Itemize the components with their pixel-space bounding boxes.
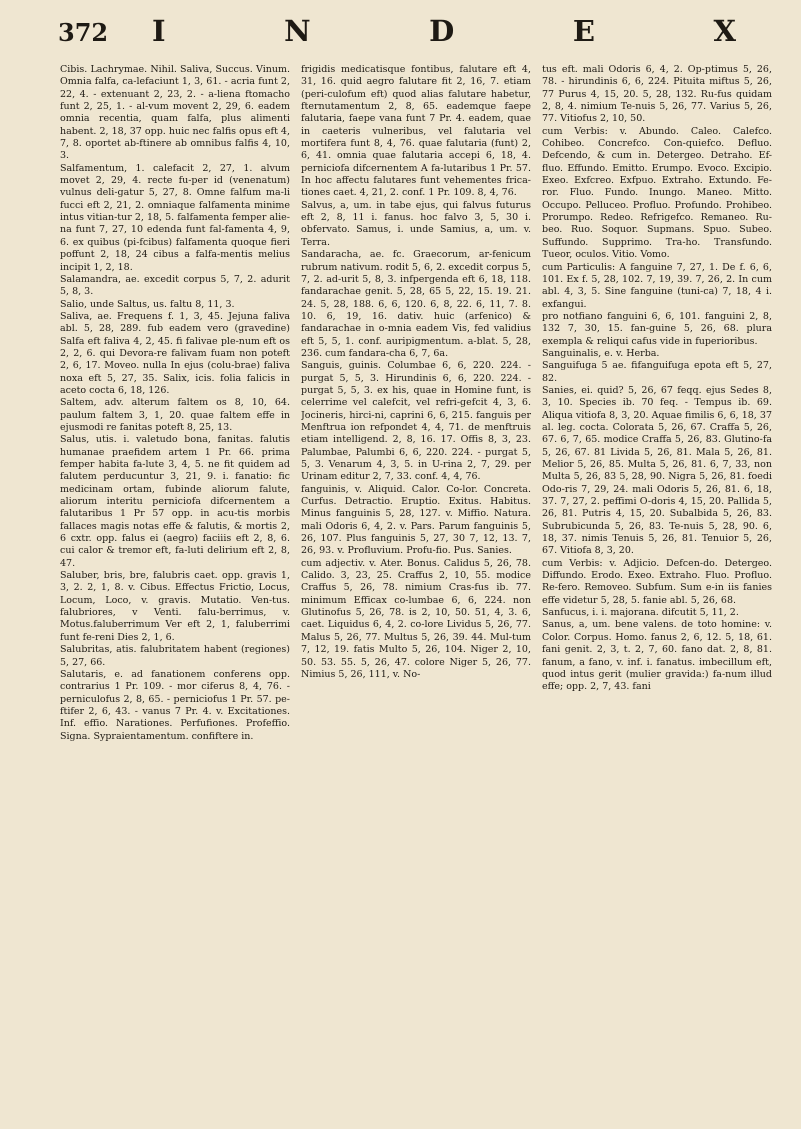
index-entry: Sanguis, guinis. Columbae 6, 6, 220. 224. - purgat 5, 5, 3. Hirundinis 6, 6, 220. 224. - purgat 5, 5, 3. ex his, quae in Homine funt, is celerrime vel calefcit, vel refri-gefcit 4, 3, 6. Jocineris, hirci-ni, caprini 6, 6, 215. fanguis per Menftrua ion refpondet 4, 4, 71. de menftruis etiam intelligend. 2, 8, 16. 17. Offis 8, 3, 23. Palumbae, Palumbi 6, 6, 220. 224. - purgat 5, 5, 3. Venarum 4, 3, 5. in U-rina 2, 7, 29. per Urinam editur 2, 7, 33. conf. 4, 4, 76. — [301, 360, 531, 483]
title-letter: X — [713, 14, 738, 48]
title-letter: N — [284, 14, 313, 48]
title-letter: D — [429, 14, 457, 48]
index-entry: Saliva, ae. Frequens f. 1, 3, 45. Jejuna faliva abl. 5, 28, 289. fub eadem vero (gravedine) Salfa eft faliva 4, 2, 45. fi falivae ple-num eft os 2, 2, 6. qui Devora-re falivam fuam non poteft 2, 6, 17. Moveo. nulla In ejus (colu-brae) faliva noxa eft 5, 27, 35. Salix, icis. folia falicis in aceto cocta 6, 18, 126. — [60, 310, 290, 396]
index-entry: cum Particulis: A fanguine 7, 27, 1. De f. 6, 6, 101. Ex f. 5, 28, 102. 7, 19, 39. 7, 26, 2. In cum abl. 4, 3, 5. Sine fanguine (tuni-ca) 7, 18, 4 i. exfangui. — [542, 261, 772, 310]
index-column-middle — [301, 64, 531, 1122]
index-entry: Sanies, ei. quid? 5, 26, 67 feqq. ejus Sedes 8, 3, 10. Species ib. 70 feq. - Tempus ib. 69. Aliqua vitiofa 8, 3, 20. Aquae fimilis 6, 6, 18, 37 al. leg. cocta. Colorata 5, 26, 67. Craffa 5, 26, 67. 6, 7, 65. modice Craffa 5, 26, 83. Glutino-fa 5, 26, 67. 81 Livida 5, 26, 81. Mala 5, 26, 81. Melior 5, 26, 85. Multa 5, 26, 81. 6, 7, 33, non Multa 5, 26, 83 5, 28, 90. Nigra 5, 26, 81. foedi Odo-ris 7, 29, 24. mali Odoris 5, 26, 81. 6, 18, 37. 7, 27, 2. peffimi O-doris 4, 15, 20. Pallida 5, 26, 81. Putris 4, 15, 20. Subalbida 5, 26, 83. Subrubicunda 5, 26, 83. Te-nuis 5, 28, 90. 6, 18, 37. nimis Tenuis 5, 26, 81. Tenuior 5, 26, 67. Vitiofa 8, 3, 20. — [542, 384, 772, 557]
index-entry: Salvus, a, um. in tabe ejus, qui falvus futurus eft 2, 8, 11 i. fanus. hoc falvo 3, 5, 30 i. obfervato. Samus, i. unde Samius, a, um. v. Terra. — [301, 199, 531, 248]
index-entry: pro notfiano fanguini 6, 6, 101. fanguini 2, 8, 132 7, 30, 15. fan-guine 5, 26, 68. plura exempla & reliqui cafus vide in fuperioribus. — [542, 310, 772, 347]
index-entry: tus eft. mali Odoris 6, 4, 2. Op-ptimus 5, 26, 78. - hirundinis 6, 6, 224. Pituita miftus 5, 26, 77 Purus 4, 15, 20. 5, 28, 132. Ru-fus quidam 2, 8, 4. nimium Te-nuis 5, 26, 77. Varius 5, 26, 77. Vitiofus 2, 10, 50. — [542, 64, 772, 125]
index-entry: frigidis medicatisque fontibus, falutare eft 4, 31, 16. quid aegro falutare fit 2, 16, 7. etiam (peri-culofum eft) quod alias falutare habetur, fternutamentum 2, 8, 65. eademque faepe falutaria, faepe vana funt 7 Pr. 4. eadem, quae in caeteris vulneribus, vel falutaria vel mortifera funt 8, 4, 76. quae falutaria (funt) 2, 6, 41. omnia quae falutaria accepi 6, 18, 4. perniciofa difcernentem A fa-lutaribus 1 Pr. 57. In hoc affectu falutares funt vehementes frica-tiones caet. 4, 21, 2. conf. 1 Pr. 109. 8, 4, 76. — [301, 64, 531, 199]
index-entry: Sanguifuga 5 ae. fifanguifuga epota eft 5, 27, 82. — [542, 360, 772, 384]
index-columns — [60, 64, 772, 1122]
index-title — [112, 14, 768, 48]
index-entry: Salfamentum, 1. calefacit 2, 27, 1. alvum movet 2, 29, 4. recte fu-per id (venenatum) vulnus deli-gatur 5, 27, 8. Omne falfum ma-li fucci eft 2, 21, 2. omniaque falfamenta minime intus vitian-tur 2, 18, 5. falfamenta femper alie-na funt 7, 27, 10 edenda funt fal-famenta 4, 9, 6. ex quibus (pi-fcibus) falfamenta quoque fieri poffunt 2, 18, 24 cibus a falfa-mentis melius incipit 1, 2, 18. — [60, 162, 290, 273]
index-column-left — [60, 64, 290, 1122]
index-entry: fanguinis, v. Aliquid. Calor. Co-lor. Concreta. Curfus. Detractio. Eruptio. Exitus. Habitus. Minus fanguinis 5, 28, 127. v. Miffio. Natura. mali Odoris 6, 4, 2. v. Pars. Parum fanguinis 5, 26, 107. Plus fanguinis 5, 27, 30 7, 12, 13. 7, 26, 93. v. Profluvium. Profu-fio. Pus. Sanies. — [301, 483, 531, 557]
index-entry: Sandaracha, ae. fc. Graecorum, ar-fenicum rubrum nativum. rodit 5, 6, 2. excedit corpus 5, 7, 2. ad-urit 5, 8, 3. infpergenda eft 6, 18, 118. fandarachae genit. 5, 28, 65 5, 22, 15. 19. 21. 24. 5, 28, 188. 6, 6, 120. 6, 8, 22. 6, 11, 7. 8. 10. 6, 19, 16. dativ. huic (arfenico) & fandarachae in o-mnia eadem Vis, fed validius eft 5, 5, 1. conf. auripigmentum. a-blat. 5, 28, 236. cum fandara-cha 6, 7, 6a. — [301, 249, 531, 359]
index-entry: cum adjectiv. v. Ater. Bonus. Calidus 5, 26, 78. Calido. 3, 23, 25. Craffus 2, 10, 55. modice Craffus 5, 26, 78. nimium Cras-fus ib. 77. minimum Efficax co-lumbae 6, 6, 224. non Glutinofus 5, 26, 78. is 2, 10, 50. 51, 4, 3. 6, caet. Liquidus 6, 4, 2. co-lore Lividus 5, 26, 77. Malus 5, 26, 77. Multus 5, 26, 39. 44. Mul-tum 7, 12, 19. fatis Multo 5, 26, 104. Niger 2, 10, 50. 53. 55. 5, 26, 47. colore Niger 5, 26, 77. Nimius 5, 26, 111, v. No- — [301, 557, 531, 680]
index-entry: Sanfucus, i. i. majorana. difcutit 5, 11, 2. — [542, 607, 739, 619]
index-column-right — [542, 64, 772, 1122]
index-entry: Salubritas, atis. falubritatem habent (regiones) 5, 27, 66. — [60, 644, 290, 668]
index-entry: Saltem, adv. alterum faltem os 8, 10, 64. paulum faltem 3, 1, 20. quae faltem effe in ejusmodi re fanitas poteft 8, 25, 13. — [60, 397, 290, 433]
index-entry: Cibis. Lachrymae. Nihil. Saliva, Succus. Vinum. Omnia falfa, ca-lefaciunt 1, 3, 61. - acria funt 2, 22, 4. - extenuant 2, 23, 2. - a-liena ftomacho funt 2, 25, 1. - al-vum movent 2, 29, 6. eadem omnia recentia, quam falfa, plus alimenti habent. 2, 18, 37 opp. huic nec falfis opus eft 4, 7, 8. oportet ab-ftinere ab omnibus falfis 4, 10, 3. — [60, 64, 290, 162]
page-number: 372 — [58, 18, 109, 47]
index-entry: cum Verbis: v. Abundo. Caleo. Calefco. Cohibeo. Concrefco. Con-quiefco. Defluo. Defcendo, & cum in. Detergeo. Detraho. Ef-fluo. Effundo. Emitto. Erumpo. Evoco. Excipio. Exeo. Exfcreo. Exfpuo. Extraho. Extundo. Fe-ror. Fluo. Fundo. Inungo. Maneo. Mitto. Occupo. Pelluceo. Profluo. Profundo. Prohibeo. Prorumpo. Redeo. Refrigefco. Remaneo. Ru-beo. Ruo. Soquor. Supmans. Spuo. Subeo. Suffundo. Supprimo. Tra-ho. Transfundo. Tueor, oculos. Vitio. Vomo. — [542, 125, 772, 261]
index-entry: Salio, unde Saltus, us. faltu 8, 11, 3. — [60, 298, 235, 310]
index-entry: Salutaris, e. ad fanationem conferens opp. contrarius 1 Pr. 109. - mor ciferus 8, 4, 76. - perniculofus 2, 8, 65. - perniciofus 1 Pr. 57. pe-ftifer 2, 6, 43. - vanus 7 Pr. 4. v. Excitationes. Inf. effio. Narationes. Perfufiones. Profeffio. Signa. Sypraientamentum. confiftere in. — [60, 668, 290, 742]
title-letter: I — [152, 14, 168, 48]
page-header — [58, 14, 768, 54]
title-letter: E — [572, 14, 597, 48]
index-entry: Salamandra, ae. excedit corpus 5, 7, 2. adurit 5, 8, 3. — [60, 273, 290, 298]
index-entry: Sanus, a, um. bene valens. de toto homine: v. Color. Corpus. Homo. fanus 2, 6, 12. 5, 18, 61. fani genit. 2, 3, t. 2, 7, 60. fano dat. 2, 8, 81. fanum, a fano, v. inf. i. fanatus. imbecillum eft, quod intus gerit (mulier gravida:) fa-num illud effe; opp. 2, 7, 43. fani — [542, 619, 772, 693]
index-entry: Salus, utis. i. valetudo bona, fanitas. falutis humanae praefidem artem 1 Pr. 66. prima femper habita fa-lute 3, 4, 5. ne fit quidem ad falutem perducuntur 3, 21, 9. i. fanatio: fic medicinam ortam, fubinde aliorum falute, aliorum interitu perniciofa difcernentem a falutaribus 1 Pr 57 opp. in acu-tis morbis fallaces magis notas effe & falutis, & mortis 2, 6 cxtr. opp. falus ei (aegro) faciiis eft 2, 8, 6. cui calor & tremor eft, fa-luti delirium eft 2, 8, 47. — [60, 434, 290, 569]
index-entry: Saluber, bris, bre, falubris caet. opp. gravis 1, 3, 2. 2, 1, 8. v. Cibus. Effectus Frictio, Locus, Locum, Loco, v. gravis. Mutatio. Ven-tus. falubriores, v Venti. falu-berrimus, v. Motus.faluberrimum Ver eft 2, 1, faluberrimi funt fe-reni Dies 2, 1, 6. — [60, 570, 290, 643]
index-entry: cum Verbis: v. Adjicio. Defcen-do. Detergeo. Diffundo. Erodo. Exeo. Extraho. Fluo. Profluo. Re-fero. Removeo. Subfum. Sum e-in iis fanies effe videtur 5, 28, 5. fanie abl. 5, 26, 68. — [542, 557, 772, 606]
index-entry: Sanguinalis, e. v. Herba. — [542, 347, 660, 359]
